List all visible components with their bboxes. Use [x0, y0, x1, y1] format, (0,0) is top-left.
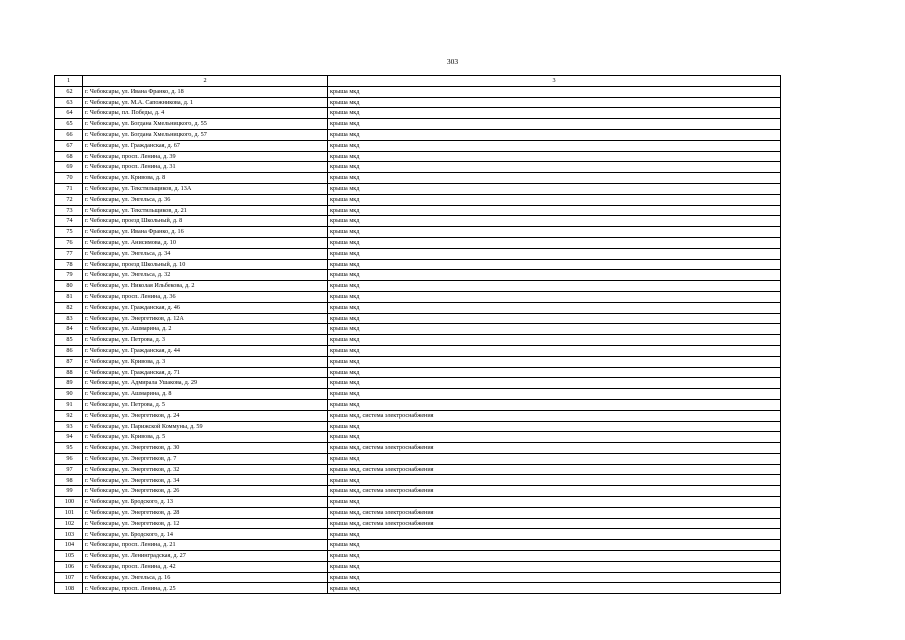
row-number-cell: 70 — [55, 173, 83, 184]
row-number-cell: 108 — [55, 583, 83, 594]
object-cell: крыша мкд — [328, 432, 781, 443]
table-row — [55, 389, 781, 400]
table-row — [55, 151, 781, 162]
address-cell: г. Чебоксары, просп. Ленина, д. 21 — [83, 540, 328, 551]
row-number-cell: 74 — [55, 216, 83, 227]
table-row — [55, 432, 781, 443]
address-cell: г. Чебоксары, пл. Победы, д. 4 — [83, 108, 328, 119]
object-cell: крыша мкд — [328, 453, 781, 464]
column-header-number: 1 — [55, 76, 83, 87]
table-row — [55, 237, 781, 248]
object-cell: крыша мкд — [328, 421, 781, 432]
address-cell: г. Чебоксары, ул. Энгельса, д. 36 — [83, 194, 328, 205]
row-number-cell: 86 — [55, 345, 83, 356]
object-cell: крыша мкд — [328, 259, 781, 270]
table-row — [55, 572, 781, 583]
row-number-cell: 107 — [55, 572, 83, 583]
object-cell: крыша мкд — [328, 248, 781, 259]
address-cell: г. Чебоксары, просп. Ленина, д. 25 — [83, 583, 328, 594]
address-cell: г. Чебоксары, просп. Ленина, д. 36 — [83, 291, 328, 302]
address-cell: г. Чебоксары, ул. Энергетиков, д. 30 — [83, 443, 328, 454]
row-number-cell: 77 — [55, 248, 83, 259]
object-cell: крыша мкд — [328, 324, 781, 335]
address-cell: г. Чебоксары, ул. Кривова, д. 8 — [83, 173, 328, 184]
row-number-cell: 106 — [55, 561, 83, 572]
table-row — [55, 551, 781, 562]
table-row — [55, 410, 781, 421]
object-cell: крыша мкд — [328, 335, 781, 346]
table-body — [55, 86, 781, 593]
address-cell: г. Чебоксары, ул. Бродского, д. 14 — [83, 529, 328, 540]
address-cell: г. Чебоксары, ул. Ивана Франко, д. 18 — [83, 86, 328, 97]
table-row — [55, 399, 781, 410]
object-cell: крыша мкд — [328, 475, 781, 486]
row-number-cell: 96 — [55, 453, 83, 464]
address-cell: г. Чебоксары, просп. Ленина, д. 42 — [83, 561, 328, 572]
row-number-cell: 75 — [55, 227, 83, 238]
object-cell: крыша мкд — [328, 97, 781, 108]
table-row — [55, 367, 781, 378]
row-number-cell: 101 — [55, 507, 83, 518]
object-cell: крыша мкд — [328, 551, 781, 562]
object-cell: крыша мкд, система электроснабжения — [328, 518, 781, 529]
table-row — [55, 313, 781, 324]
object-cell: крыша мкд — [328, 345, 781, 356]
row-number-cell: 69 — [55, 162, 83, 173]
object-cell: крыша мкд — [328, 281, 781, 292]
address-cell: г. Чебоксары, ул. Гражданская, д. 71 — [83, 367, 328, 378]
address-cell: г. Чебоксары, ул. Гражданская, д. 44 — [83, 345, 328, 356]
address-cell: г. Чебоксары, ул. Анисимова, д. 10 — [83, 237, 328, 248]
address-cell: г. Чебоксары, ул. Энгельса, д. 32 — [83, 270, 328, 281]
table-row — [55, 194, 781, 205]
row-number-cell: 99 — [55, 486, 83, 497]
object-cell: крыша мкд — [328, 378, 781, 389]
object-cell: крыша мкд — [328, 173, 781, 184]
object-cell: крыша мкд — [328, 540, 781, 551]
table-row — [55, 140, 781, 151]
object-cell: крыша мкд — [328, 140, 781, 151]
row-number-cell: 98 — [55, 475, 83, 486]
object-cell: крыша мкд — [328, 497, 781, 508]
object-cell: крыша мкд — [328, 389, 781, 400]
object-cell: крыша мкд — [328, 529, 781, 540]
row-number-cell: 84 — [55, 324, 83, 335]
address-cell: г. Чебоксары, просп. Ленина, д. 39 — [83, 151, 328, 162]
address-cell: г. Чебоксары, ул. Петрова, д. 5 — [83, 399, 328, 410]
object-cell: крыша мкд — [328, 119, 781, 130]
table-row — [55, 270, 781, 281]
address-cell: г. Чебоксары, ул. Энергетиков, д. 12А — [83, 313, 328, 324]
object-cell: крыша мкд, система электроснабжения — [328, 507, 781, 518]
address-cell: г. Чебоксары, ул. Ленинградская, д. 27 — [83, 551, 328, 562]
table-header-row — [55, 76, 781, 87]
row-number-cell: 79 — [55, 270, 83, 281]
column-header-address: 2 — [83, 76, 328, 87]
row-number-cell: 80 — [55, 281, 83, 292]
row-number-cell: 88 — [55, 367, 83, 378]
table-row — [55, 356, 781, 367]
address-cell: г. Чебоксары, ул. Богдана Хмельницкого, д. 57 — [83, 129, 328, 140]
table-row — [55, 443, 781, 454]
row-number-cell: 66 — [55, 129, 83, 140]
table-row — [55, 108, 781, 119]
object-cell: крыша мкд — [328, 108, 781, 119]
object-cell: крыша мкд — [328, 367, 781, 378]
table-row — [55, 183, 781, 194]
table-row — [55, 540, 781, 551]
table-row — [55, 453, 781, 464]
address-cell: г. Чебоксары, ул. Энергетиков, д. 28 — [83, 507, 328, 518]
row-number-cell: 64 — [55, 108, 83, 119]
object-cell: крыша мкд — [328, 313, 781, 324]
address-cell: г. Чебоксары, ул. Кривова, д. 5 — [83, 432, 328, 443]
row-number-cell: 81 — [55, 291, 83, 302]
object-cell: крыша мкд — [328, 291, 781, 302]
row-number-cell: 91 — [55, 399, 83, 410]
address-cell: г. Чебоксары, просп. Ленина, д. 31 — [83, 162, 328, 173]
column-header-object: 3 — [328, 76, 781, 87]
row-number-cell: 68 — [55, 151, 83, 162]
object-cell: крыша мкд — [328, 86, 781, 97]
row-number-cell: 105 — [55, 551, 83, 562]
address-cell: г. Чебоксары, ул. Парижской Коммуны, д. 59 — [83, 421, 328, 432]
object-cell: крыша мкд — [328, 216, 781, 227]
row-number-cell: 100 — [55, 497, 83, 508]
table-row — [55, 345, 781, 356]
object-cell: крыша мкд — [328, 356, 781, 367]
row-number-cell: 71 — [55, 183, 83, 194]
row-number-cell: 78 — [55, 259, 83, 270]
object-cell: крыша мкд — [328, 572, 781, 583]
object-cell: крыша мкд — [328, 302, 781, 313]
address-cell: г. Чебоксары, ул. Ашмарина, д. 2 — [83, 324, 328, 335]
table-row — [55, 281, 781, 292]
address-cell: г. Чебоксары, ул. Энгельса, д. 16 — [83, 572, 328, 583]
page-number: 303 — [446, 57, 459, 66]
table-row — [55, 421, 781, 432]
table-row — [55, 291, 781, 302]
table-row — [55, 518, 781, 529]
table-row — [55, 464, 781, 475]
table-row — [55, 378, 781, 389]
object-cell: крыша мкд — [328, 205, 781, 216]
table-row — [55, 205, 781, 216]
table-row — [55, 475, 781, 486]
row-number-cell: 82 — [55, 302, 83, 313]
row-number-cell: 90 — [55, 389, 83, 400]
table-row — [55, 248, 781, 259]
table-row — [55, 227, 781, 238]
row-number-cell: 93 — [55, 421, 83, 432]
address-cell: г. Чебоксары, ул. Петрова, д. 3 — [83, 335, 328, 346]
object-cell: крыша мкд, система электроснабжения — [328, 464, 781, 475]
table-row — [55, 86, 781, 97]
row-number-cell: 67 — [55, 140, 83, 151]
address-cell: г. Чебоксары, ул. Николая Ильбекова, д. 2 — [83, 281, 328, 292]
row-number-cell: 73 — [55, 205, 83, 216]
row-number-cell: 65 — [55, 119, 83, 130]
address-cell: г. Чебоксары, ул. Энергетиков, д. 26 — [83, 486, 328, 497]
object-cell: крыша мкд — [328, 583, 781, 594]
table-row — [55, 119, 781, 130]
object-cell: крыша мкд — [328, 237, 781, 248]
address-cell: г. Чебоксары, ул. Ашмарина, д. 8 — [83, 389, 328, 400]
address-cell: г. Чебоксары, ул. Гражданская, д. 67 — [83, 140, 328, 151]
object-cell: крыша мкд — [328, 227, 781, 238]
row-number-cell: 63 — [55, 97, 83, 108]
table-row — [55, 324, 781, 335]
address-cell: г. Чебоксары, ул. Гражданская, д. 46 — [83, 302, 328, 313]
address-cell: г. Чебоксары, ул. Энергетиков, д. 34 — [83, 475, 328, 486]
address-cell: г. Чебоксары, ул. Энергетиков, д. 32 — [83, 464, 328, 475]
address-cell: г. Чебоксары, ул. Богдана Хмельницкого, д. 55 — [83, 119, 328, 130]
object-cell: крыша мкд — [328, 183, 781, 194]
address-cell: г. Чебоксары, ул. Текстильщиков, д. 13А — [83, 183, 328, 194]
address-cell: г. Чебоксары, ул. Энергетиков, д. 12 — [83, 518, 328, 529]
table-row — [55, 529, 781, 540]
object-cell: крыша мкд — [328, 399, 781, 410]
row-number-cell: 102 — [55, 518, 83, 529]
table-row — [55, 97, 781, 108]
row-number-cell: 72 — [55, 194, 83, 205]
object-cell: крыша мкд — [328, 151, 781, 162]
table-row — [55, 507, 781, 518]
address-cell: г. Чебоксары, ул. Энергетиков, д. 7 — [83, 453, 328, 464]
object-cell: крыша мкд, система электроснабжения — [328, 443, 781, 454]
table-row — [55, 162, 781, 173]
row-number-cell: 83 — [55, 313, 83, 324]
address-cell: г. Чебоксары, ул. Кривова, д. 3 — [83, 356, 328, 367]
table-row — [55, 173, 781, 184]
table-row — [55, 302, 781, 313]
row-number-cell: 89 — [55, 378, 83, 389]
table-row — [55, 216, 781, 227]
table-row — [55, 583, 781, 594]
address-cell: г. Чебоксары, ул. Текстильщиков, д. 21 — [83, 205, 328, 216]
address-cell: г. Чебоксары, ул. М.А. Сапожникова, д. 1 — [83, 97, 328, 108]
row-number-cell: 87 — [55, 356, 83, 367]
table-row — [55, 497, 781, 508]
row-number-cell: 94 — [55, 432, 83, 443]
address-cell: г. Чебоксары, проезд Школьный, д. 10 — [83, 259, 328, 270]
object-cell: крыша мкд — [328, 129, 781, 140]
address-cell: г. Чебоксары, ул. Энгельса, д. 34 — [83, 248, 328, 259]
address-cell: г. Чебоксары, ул. Ивана Франко, д. 16 — [83, 227, 328, 238]
object-cell: крыша мкд — [328, 194, 781, 205]
address-cell: г. Чебоксары, ул. Адмирала Ушакова, д. 29 — [83, 378, 328, 389]
row-number-cell: 62 — [55, 86, 83, 97]
row-number-cell: 97 — [55, 464, 83, 475]
object-cell: крыша мкд — [328, 270, 781, 281]
row-number-cell: 95 — [55, 443, 83, 454]
object-cell: крыша мкд, система электроснабжения — [328, 410, 781, 421]
row-number-cell: 103 — [55, 529, 83, 540]
row-number-cell: 92 — [55, 410, 83, 421]
table-row — [55, 129, 781, 140]
object-cell: крыша мкд, система электроснабжения — [328, 486, 781, 497]
row-number-cell: 76 — [55, 237, 83, 248]
address-cell: г. Чебоксары, проезд Школьный, д. 8 — [83, 216, 328, 227]
address-cell: г. Чебоксары, ул. Энергетиков, д. 24 — [83, 410, 328, 421]
table-row — [55, 561, 781, 572]
register-table — [54, 75, 781, 594]
table-row — [55, 259, 781, 270]
address-cell: г. Чебоксары, ул. Бродского, д. 13 — [83, 497, 328, 508]
table-row — [55, 486, 781, 497]
row-number-cell: 104 — [55, 540, 83, 551]
object-cell: крыша мкд — [328, 162, 781, 173]
table-row — [55, 335, 781, 346]
row-number-cell: 85 — [55, 335, 83, 346]
object-cell: крыша мкд — [328, 561, 781, 572]
